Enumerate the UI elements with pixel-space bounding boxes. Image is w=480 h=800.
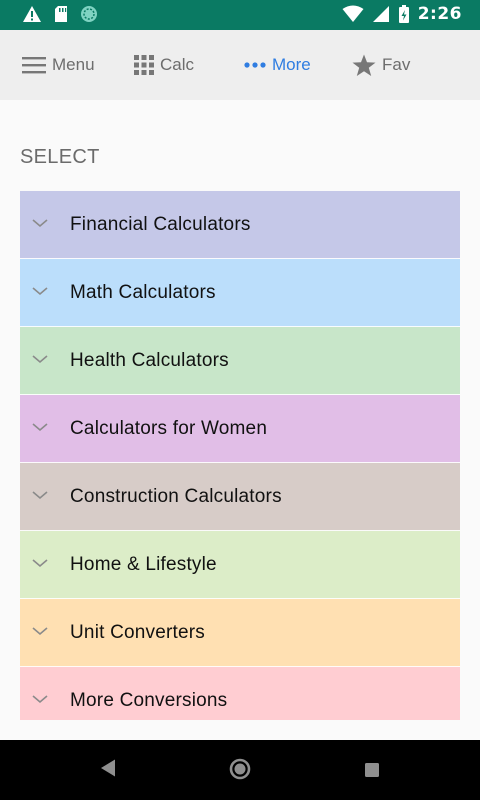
wifi-icon: [342, 5, 364, 23]
star-icon: [352, 54, 376, 77]
battery-charging-icon: [398, 4, 410, 24]
category-item-more-conversions[interactable]: [20, 667, 460, 720]
calc-button[interactable]: [134, 30, 194, 100]
chevron-down-icon: [31, 285, 49, 297]
more-button[interactable]: [244, 30, 311, 100]
system-nav-bar: [0, 740, 480, 800]
chevron-down-icon: [31, 625, 49, 637]
category-label: Financial Calculators: [70, 213, 251, 235]
category-item-construction[interactable]: [20, 463, 460, 531]
home-icon[interactable]: [228, 757, 252, 781]
chevron-down-icon: [31, 557, 49, 569]
category-item-unit-converters[interactable]: [20, 599, 460, 667]
calc-label: Calc: [160, 55, 195, 74]
menu-label: Menu: [52, 55, 95, 74]
category-label: Health Calculators: [70, 349, 229, 371]
section-title: SELECT: [20, 146, 100, 168]
chevron-down-icon: [31, 421, 49, 433]
status-bar: [0, 0, 480, 30]
warning-icon: [22, 5, 42, 23]
category-item-financial[interactable]: [20, 191, 460, 259]
chevron-down-icon: [31, 693, 49, 705]
main-content: [0, 100, 480, 740]
category-item-math[interactable]: [20, 259, 460, 327]
more-label: More: [272, 55, 311, 74]
sync-circle-icon: [80, 5, 98, 23]
category-item-health[interactable]: [20, 327, 460, 395]
recents-icon[interactable]: [364, 762, 380, 778]
cell-signal-icon: [372, 5, 390, 23]
fav-button[interactable]: [352, 30, 410, 100]
category-label: Math Calculators: [70, 281, 216, 303]
hamburger-icon: [22, 56, 46, 74]
category-label: Unit Converters: [70, 621, 205, 643]
top-toolbar: [0, 30, 480, 100]
chevron-down-icon: [31, 217, 49, 229]
category-label: Home & Lifestyle: [70, 553, 217, 575]
chevron-down-icon: [31, 489, 49, 501]
category-label: Calculators for Women: [70, 417, 268, 439]
sd-card-icon: [54, 5, 68, 23]
menu-button[interactable]: [22, 30, 95, 100]
back-icon[interactable]: [99, 758, 117, 778]
category-label: Construction Calculators: [70, 485, 282, 507]
status-time: 2:26: [417, 4, 462, 24]
category-item-home-lifestyle[interactable]: [20, 531, 460, 599]
category-item-women[interactable]: [20, 395, 460, 463]
fav-label: Fav: [382, 55, 411, 74]
category-label: More Conversions: [70, 689, 228, 711]
grid-icon: [134, 55, 154, 75]
chevron-down-icon: [31, 353, 49, 365]
dots-icon: [244, 62, 266, 68]
category-list: [20, 191, 460, 720]
